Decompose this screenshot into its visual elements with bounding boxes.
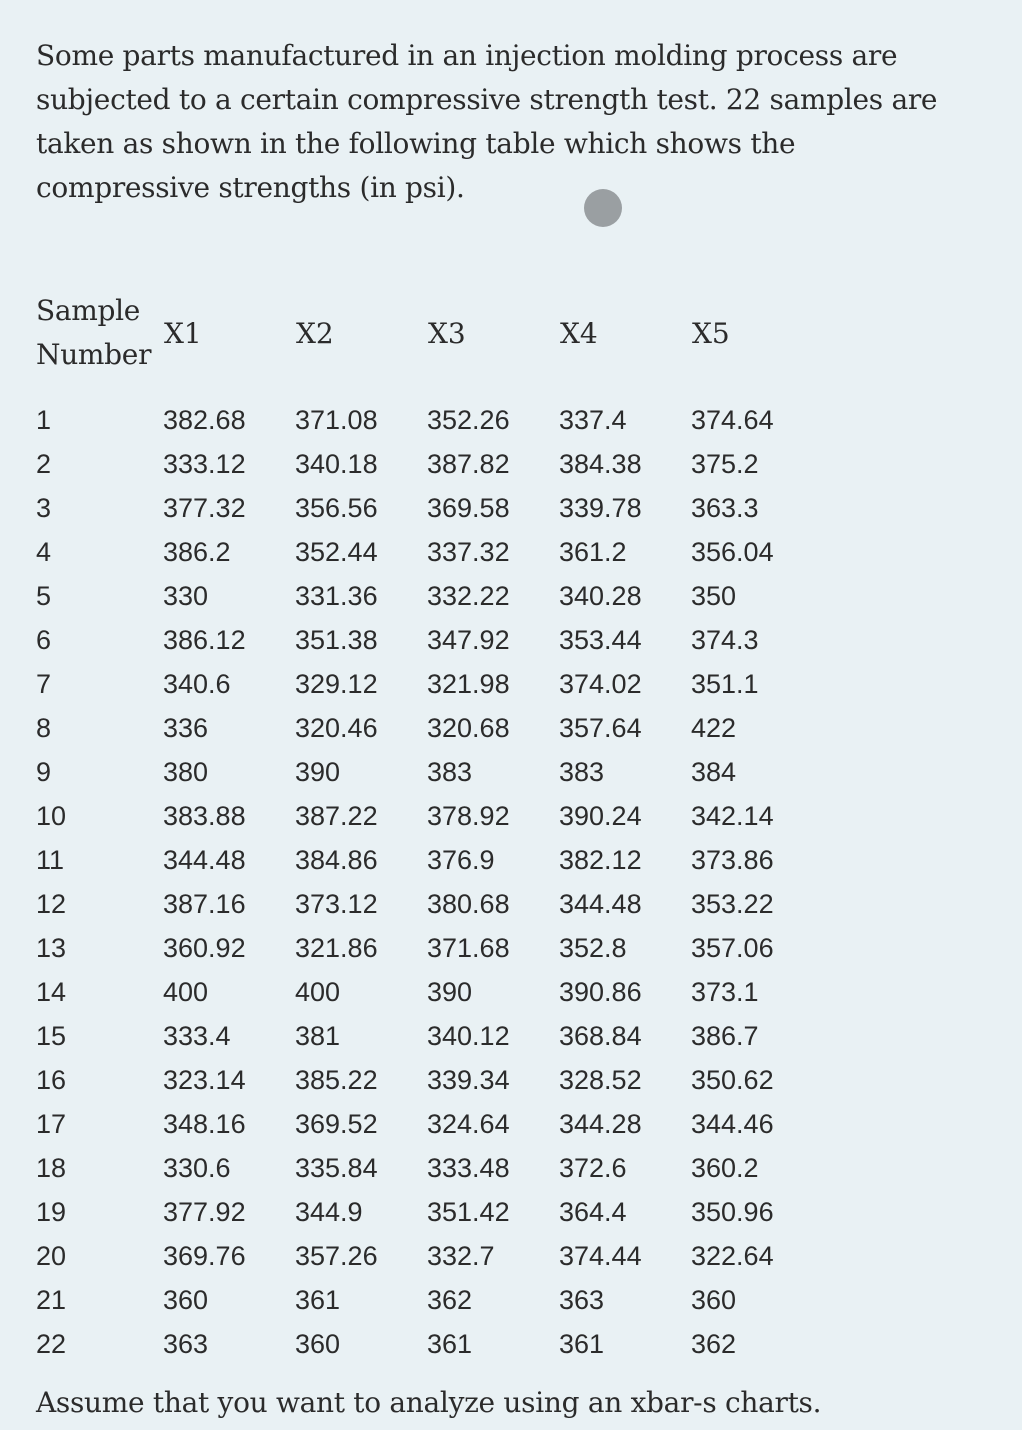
strength-value-cell: 332.7 xyxy=(427,1241,495,1271)
sample-number-cell: 8 xyxy=(36,713,52,743)
strength-value-cell: 360 xyxy=(691,1285,737,1315)
strength-value-cell: 339.34 xyxy=(427,1065,510,1095)
strength-value-cell: 320.46 xyxy=(295,713,378,743)
strength-value-cell: 352.26 xyxy=(427,405,510,435)
problem-statement-line-2: subjected to a certain compressive strength test. 22 samples are xyxy=(36,83,938,116)
strength-value-cell: 390.86 xyxy=(559,977,642,1007)
sample-header-line-1: Sample xyxy=(36,294,141,327)
table-row xyxy=(36,926,811,970)
strength-value-cell: 340.6 xyxy=(163,669,231,699)
strength-value-cell: 386.2 xyxy=(163,537,231,567)
strength-value-cell: 362 xyxy=(427,1285,473,1315)
table-row xyxy=(36,882,811,926)
strength-value-cell: 337.4 xyxy=(559,405,627,435)
cursor-dot xyxy=(584,189,622,227)
strength-value-cell: 374.3 xyxy=(691,625,759,655)
strength-value-cell: 342.14 xyxy=(691,801,774,831)
strength-value-cell: 383.88 xyxy=(163,801,246,831)
strength-value-cell: 320.68 xyxy=(427,713,510,743)
table-row xyxy=(36,794,811,838)
strength-value-cell: 335.84 xyxy=(295,1153,378,1183)
strength-value-cell: 383 xyxy=(427,757,473,787)
strength-value-cell: 382.68 xyxy=(163,405,246,435)
table-row xyxy=(36,838,811,882)
sample-header-line-2: Number xyxy=(36,338,152,371)
sample-number-cell: 10 xyxy=(36,801,67,831)
sample-number-header xyxy=(36,289,151,377)
sample-number-cell: 5 xyxy=(36,581,52,611)
strength-value-cell: 390.24 xyxy=(559,801,642,831)
strength-value-cell: 339.78 xyxy=(559,493,642,523)
strength-value-cell: 344.28 xyxy=(559,1109,642,1139)
problem-statement-line-1: Some parts manufactured in an injection molding process are xyxy=(36,39,898,72)
table-row xyxy=(36,1234,811,1278)
strength-value-cell: 386.12 xyxy=(163,625,246,655)
strength-value-cell: 330.6 xyxy=(163,1153,231,1183)
table-row xyxy=(36,1058,811,1102)
strength-value-cell: 324.64 xyxy=(427,1109,510,1139)
strength-value-cell: 380.68 xyxy=(427,889,510,919)
strength-value-cell: 385.22 xyxy=(295,1065,378,1095)
strength-value-cell: 357.64 xyxy=(559,713,642,743)
sample-number-cell: 15 xyxy=(36,1021,67,1051)
sample-number-cell: 20 xyxy=(36,1241,67,1271)
strength-value-cell: 357.06 xyxy=(691,933,774,963)
strength-value-cell: 323.14 xyxy=(163,1065,246,1095)
strength-value-cell: 369.58 xyxy=(427,493,510,523)
strength-value-cell: 374.44 xyxy=(559,1241,642,1271)
strength-value-cell: 351.42 xyxy=(427,1197,510,1227)
strength-value-cell: 400 xyxy=(295,977,341,1007)
strength-value-cell: 336 xyxy=(163,713,209,743)
strength-value-cell: 321.98 xyxy=(427,669,510,699)
strength-value-cell: 352.44 xyxy=(295,537,378,567)
strength-value-cell: 372.6 xyxy=(559,1153,627,1183)
strength-value-cell: 383 xyxy=(559,757,605,787)
strength-value-cell: 360.2 xyxy=(691,1153,759,1183)
strength-value-cell: 340.12 xyxy=(427,1021,510,1051)
strength-value-cell: 361 xyxy=(427,1329,473,1359)
strength-value-cell: 422 xyxy=(691,713,737,743)
strength-value-cell: 333.12 xyxy=(163,449,246,479)
strength-value-cell: 361 xyxy=(295,1285,341,1315)
strength-value-cell: 322.64 xyxy=(691,1241,774,1271)
strength-value-cell: 351.38 xyxy=(295,625,378,655)
strength-value-cell: 350 xyxy=(691,581,737,611)
strength-value-cell: 363 xyxy=(559,1285,605,1315)
sample-number-cell: 4 xyxy=(36,537,52,567)
table-row xyxy=(36,706,811,750)
strength-value-cell: 381 xyxy=(295,1021,341,1051)
strength-value-cell: 331.36 xyxy=(295,581,378,611)
strength-value-cell: 377.32 xyxy=(163,493,246,523)
strength-value-cell: 363 xyxy=(163,1329,209,1359)
problem-statement xyxy=(36,34,996,210)
strength-value-cell: 350.62 xyxy=(691,1065,774,1095)
strength-value-cell: 387.22 xyxy=(295,801,378,831)
strength-value-cell: 361.2 xyxy=(559,537,627,567)
strength-value-cell: 332.22 xyxy=(427,581,510,611)
table-row xyxy=(36,1146,811,1190)
table-body xyxy=(36,398,811,1366)
strength-value-cell: 374.64 xyxy=(691,405,774,435)
sample-number-cell: 17 xyxy=(36,1109,67,1139)
sample-number-cell: 22 xyxy=(36,1329,67,1359)
strength-value-cell: 369.76 xyxy=(163,1241,246,1271)
strength-value-cell: 384.38 xyxy=(559,449,642,479)
problem-statement-line-4: compressive strengths (in psi). xyxy=(36,171,465,204)
strength-value-cell: 340.28 xyxy=(559,581,642,611)
strength-value-cell: 390 xyxy=(295,757,341,787)
strength-value-cell: 373.86 xyxy=(691,845,774,875)
table-row xyxy=(36,662,811,706)
strength-value-cell: 376.9 xyxy=(427,845,495,875)
strength-value-cell: 361 xyxy=(559,1329,605,1359)
strength-value-cell: 371.08 xyxy=(295,405,378,435)
table-row xyxy=(36,574,811,618)
strength-value-cell: 356.56 xyxy=(295,493,378,523)
strength-value-cell: 364.4 xyxy=(559,1197,627,1227)
column-header-x4: X4 xyxy=(560,317,598,350)
sample-number-cell: 2 xyxy=(36,449,52,479)
strength-value-cell: 378.92 xyxy=(427,801,510,831)
strength-value-cell: 333.48 xyxy=(427,1153,510,1183)
table-row xyxy=(36,486,811,530)
table-row xyxy=(36,1014,811,1058)
strength-value-cell: 337.32 xyxy=(427,537,510,567)
compressive-strength-table xyxy=(36,398,811,1366)
strength-value-cell: 353.44 xyxy=(559,625,642,655)
strength-value-cell: 369.52 xyxy=(295,1109,378,1139)
sample-number-cell: 9 xyxy=(36,757,52,787)
strength-value-cell: 368.84 xyxy=(559,1021,642,1051)
strength-value-cell: 400 xyxy=(163,977,209,1007)
strength-value-cell: 384 xyxy=(691,757,737,787)
strength-value-cell: 344.9 xyxy=(295,1197,363,1227)
strength-value-cell: 375.2 xyxy=(691,449,759,479)
strength-value-cell: 362 xyxy=(691,1329,737,1359)
column-header-x5: X5 xyxy=(692,317,730,350)
sample-number-cell: 11 xyxy=(36,845,65,875)
table-row xyxy=(36,970,811,1014)
strength-value-cell: 363.3 xyxy=(691,493,759,523)
strength-value-cell: 329.12 xyxy=(295,669,378,699)
problem-statement-line-3: taken as shown in the following table which shows the xyxy=(36,127,796,160)
strength-value-cell: 353.22 xyxy=(691,889,774,919)
strength-value-cell: 380 xyxy=(163,757,209,787)
table-row xyxy=(36,530,811,574)
strength-value-cell: 377.92 xyxy=(163,1197,246,1227)
sample-number-cell: 18 xyxy=(36,1153,67,1183)
closing-statement: Assume that you want to analyze using an xbar-s charts. xyxy=(36,1386,822,1419)
strength-value-cell: 360.92 xyxy=(163,933,246,963)
strength-value-cell: 352.8 xyxy=(559,933,627,963)
table-row xyxy=(36,1278,811,1322)
sample-number-cell: 3 xyxy=(36,493,52,523)
table-row xyxy=(36,1190,811,1234)
strength-value-cell: 357.26 xyxy=(295,1241,378,1271)
strength-value-cell: 344.48 xyxy=(163,845,246,875)
strength-value-cell: 321.86 xyxy=(295,933,378,963)
column-header-x3: X3 xyxy=(428,317,466,350)
strength-value-cell: 350.96 xyxy=(691,1197,774,1227)
strength-value-cell: 347.92 xyxy=(427,625,510,655)
strength-value-cell: 330 xyxy=(163,581,209,611)
sample-number-cell: 13 xyxy=(36,933,67,963)
table-row xyxy=(36,618,811,662)
strength-value-cell: 384.86 xyxy=(295,845,378,875)
strength-value-cell: 374.02 xyxy=(559,669,642,699)
sample-number-cell: 7 xyxy=(36,669,52,699)
strength-value-cell: 371.68 xyxy=(427,933,510,963)
strength-value-cell: 386.7 xyxy=(691,1021,759,1051)
table-row xyxy=(36,750,811,794)
strength-value-cell: 344.48 xyxy=(559,889,642,919)
strength-value-cell: 387.82 xyxy=(427,449,510,479)
column-header-x2: X2 xyxy=(296,317,334,350)
strength-value-cell: 333.4 xyxy=(163,1021,231,1051)
strength-value-cell: 387.16 xyxy=(163,889,246,919)
strength-value-cell: 360 xyxy=(163,1285,209,1315)
strength-value-cell: 390 xyxy=(427,977,473,1007)
sample-number-cell: 6 xyxy=(36,625,52,655)
strength-value-cell: 382.12 xyxy=(559,845,642,875)
strength-value-cell: 351.1 xyxy=(691,669,759,699)
table-row xyxy=(36,1102,811,1146)
table-row xyxy=(36,1322,811,1366)
strength-value-cell: 344.46 xyxy=(691,1109,774,1139)
strength-value-cell: 356.04 xyxy=(691,537,774,567)
sample-number-cell: 21 xyxy=(36,1285,67,1315)
strength-value-cell: 373.1 xyxy=(691,977,759,1007)
sample-number-cell: 1 xyxy=(36,405,52,435)
strength-value-cell: 373.12 xyxy=(295,889,378,919)
sample-number-cell: 16 xyxy=(36,1065,67,1095)
column-header-x1: X1 xyxy=(164,317,202,350)
table-row xyxy=(36,398,811,442)
sample-number-cell: 19 xyxy=(36,1197,67,1227)
strength-value-cell: 360 xyxy=(295,1329,341,1359)
table-row xyxy=(36,442,811,486)
strength-value-cell: 328.52 xyxy=(559,1065,642,1095)
sample-number-cell: 12 xyxy=(36,889,67,919)
sample-number-cell: 14 xyxy=(36,977,67,1007)
strength-value-cell: 340.18 xyxy=(295,449,378,479)
strength-value-cell: 348.16 xyxy=(163,1109,246,1139)
